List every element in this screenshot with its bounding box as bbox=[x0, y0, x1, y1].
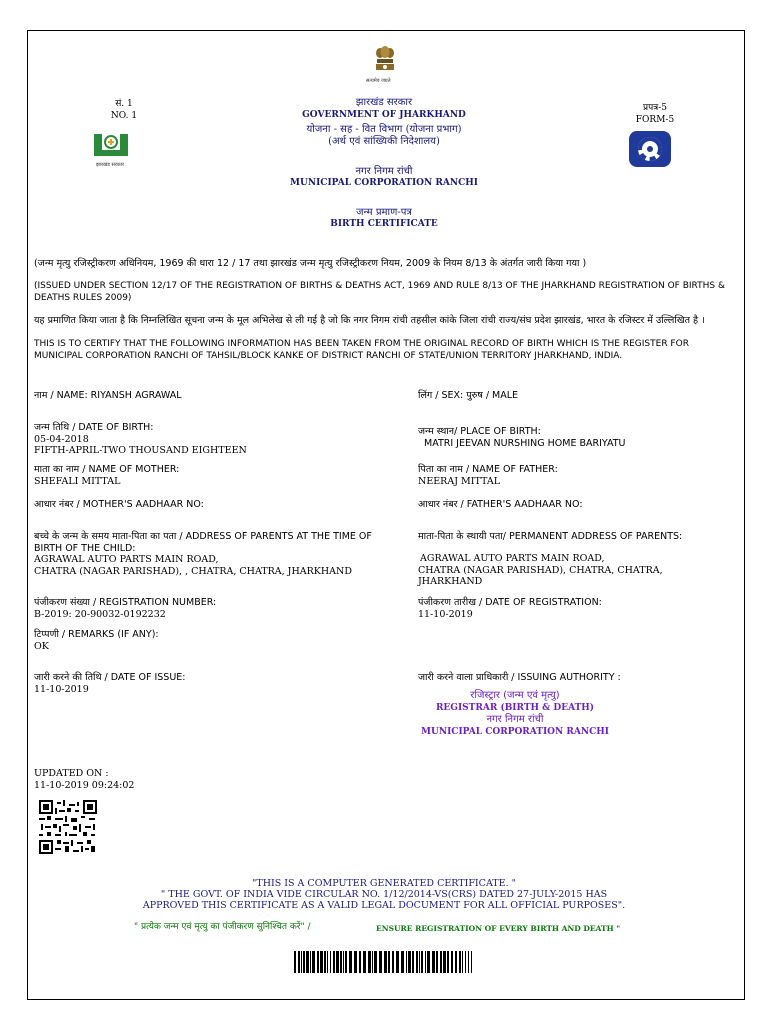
issuing-authority-label: जारी करने वाला प्राधिकारी / ISSUING AUTHORITY : bbox=[418, 672, 621, 683]
mother-label: माता का नाम / NAME OF MOTHER: bbox=[34, 464, 180, 475]
barcode-icon bbox=[294, 951, 474, 973]
regno-value: B-2019: 20-90032-0192232 bbox=[34, 609, 166, 620]
footer-line1: "THIS IS A COMPUTER GENERATED CERTIFICATE. " bbox=[252, 878, 516, 889]
certify-hi: यह प्रमाणित किया जाता है कि निम्नलिखित सूचना जन्म के मूल अभिलेख से ली गई है जो कि नगर निगम रांची तहसील कांके जिला रांची राज्य/संघ प्रदेश झारखंड, भारत के रजिस्टर में उल्लिखित है । bbox=[34, 315, 705, 326]
issued-hi: (जन्म मृत्यु रजिस्ट्रीकरण अधिनियम, 1969 की धारा 12 / 17 तथा झारखंड जन्म मृत्यु रजिस्ट्रीकरण नियम, 2009 के नियम 8/13 के अंतर्गत जारी किया गया ) bbox=[34, 258, 587, 269]
dob-label: जन्म तिथि / DATE OF BIRTH: bbox=[34, 422, 154, 433]
slogan-en: ENSURE REGISTRATION OF EVERY BIRTH AND DEATH " bbox=[376, 924, 621, 933]
certify-en: THIS IS TO CERTIFY THAT THE FOLLOWING INFORMATION HAS BEEN TAKEN FROM THE ORIGINAL RECORD OF BIRTH WHICH IS THE REGISTER FOR MUNICIPAL CORPORATION RANCHI OF TAHSIL/BLOCK KANKE OF DISTRICT RANCHI OF STATE/UNION TERRITORY JHARKHAND, INDIA. bbox=[34, 339, 689, 361]
registrar-hi: रजिस्ट्रार (जन्म एवं मृत्यु) bbox=[470, 690, 560, 701]
dept-hi: योजना - सह - वित विभाग (योजना प्रभाग) bbox=[306, 124, 462, 135]
addr-perm-line3: JHARKHAND bbox=[418, 576, 483, 587]
corp-hi: नगर निगम रांची bbox=[355, 166, 413, 177]
sex-field: लिंग / SEX: पुरुष / MALE bbox=[418, 390, 519, 401]
govt-hi: झारखंड सरकार bbox=[355, 97, 413, 108]
qr-code-icon bbox=[39, 800, 97, 854]
emblem-caption: सत्यमेव जयते bbox=[366, 78, 391, 84]
registrar-corp-hi: नगर निगम रांची bbox=[486, 714, 544, 725]
pob-value: MATRI JEEVAN NURSHING HOME BARIYATU bbox=[424, 438, 626, 449]
crs-logo-icon bbox=[628, 130, 672, 168]
issue-date-label: जारी करने की तिथि / DATE OF ISSUE: bbox=[34, 672, 186, 683]
regdate-label: पंजीकरण तारीख / DATE OF REGISTRATION: bbox=[418, 597, 602, 608]
jharkhand-logo-icon bbox=[92, 130, 130, 158]
name-field: नाम / NAME: RIYANSH AGRAWAL bbox=[34, 390, 182, 401]
remarks-value: OK bbox=[34, 641, 49, 652]
number-en: NO. 1 bbox=[110, 111, 138, 121]
father-label: पिता का नाम / NAME OF FATHER: bbox=[418, 464, 558, 475]
issue-date-value: 11-10-2019 bbox=[34, 684, 89, 695]
registrar-en: REGISTRAR (BIRTH & DEATH) bbox=[435, 703, 595, 713]
dob-value: 05-04-2018 bbox=[34, 434, 89, 445]
dept-sub-hi: (अर्थ एवं सांख्यिकी निदेशालय) bbox=[328, 136, 440, 147]
title-en: BIRTH CERTIFICATE bbox=[330, 219, 438, 229]
govt-en: GOVERNMENT OF JHARKHAND bbox=[302, 110, 466, 120]
addr-perm-line1: AGRAWAL AUTO PARTS MAIN ROAD, bbox=[420, 553, 605, 564]
issued-en: (ISSUED UNDER SECTION 12/17 OF THE REGISTRATION OF BIRTHS & DEATHS ACT, 1969 AND RULE 8/13 OF THE JHARKHAND REGISTRATION OF BIRTHS & DEATHS RULES 2009) bbox=[34, 281, 725, 303]
father-aadhaar-label: आधार नंबर / FATHER'S AADHAAR NO: bbox=[418, 499, 583, 510]
slogan-hi: " प्रत्येक जन्म एवं मृत्यु का पंजीकरण सुनिश्चित करें" / bbox=[134, 922, 311, 932]
form-hi: प्रपत्र-5 bbox=[643, 103, 667, 113]
corp-en: MUNICIPAL CORPORATION RANCHI bbox=[290, 178, 478, 188]
addr-birth-line2: CHATRA (NAGAR PARISHAD), , CHATRA, CHATRA, JHARKHAND bbox=[34, 566, 352, 577]
regno-label: पंजीकरण संख्या / REGISTRATION NUMBER: bbox=[34, 597, 217, 608]
title-hi: जन्म प्रमाण-पत्र bbox=[356, 207, 412, 218]
updated-value: 11-10-2019 09:24:02 bbox=[34, 780, 135, 791]
form-en: FORM-5 bbox=[635, 115, 675, 125]
remarks-label: टिप्पणी / REMARKS (IF ANY): bbox=[34, 629, 159, 640]
jharkhand-logo-caption: झारखंड सरकार bbox=[96, 162, 125, 168]
number-hi: सं. 1 bbox=[115, 99, 133, 109]
pob-label: जन्म स्थान/ PLACE OF BIRTH: bbox=[418, 426, 541, 437]
father-value: NEERAJ MITTAL bbox=[418, 476, 501, 487]
national-emblem-icon bbox=[373, 44, 397, 76]
regdate-value: 11-10-2019 bbox=[418, 609, 473, 620]
addr-birth-line1: AGRAWAL AUTO PARTS MAIN ROAD, bbox=[34, 554, 219, 565]
addr-perm-label: माता-पिता के स्थायी पता/ PERMANENT ADDRESS OF PARENTS: bbox=[418, 531, 683, 542]
mother-value: SHEFALI MITTAL bbox=[34, 476, 121, 487]
dob-words: FIFTH-APRIL-TWO THOUSAND EIGHTEEN bbox=[34, 445, 247, 456]
mother-aadhaar-label: आधार नंबर / MOTHER'S AADHAAR NO: bbox=[34, 499, 204, 510]
footer-line2: " THE GOVT. OF INDIA VIDE CIRCULAR NO. 1/12/2014-VS(CRS) DATED 27-JULY-2015 HAS bbox=[160, 889, 608, 900]
footer-line3: APPROVED THIS CERTIFICATE AS A VALID LEGAL DOCUMENT FOR ALL OFFICIAL PURPOSES". bbox=[142, 900, 626, 911]
updated-label: UPDATED ON : bbox=[34, 768, 109, 779]
addr-birth-label: बच्चे के जन्म के समय माता-पिता का पता / ADDRESS OF PARENTS AT THE TIME OF BIRTH OF THE CHILD: bbox=[34, 531, 372, 554]
registrar-corp-en: MUNICIPAL CORPORATION RANCHI bbox=[421, 727, 609, 737]
addr-perm-line2: CHATRA (NAGAR PARISHAD), CHATRA, CHATRA, bbox=[418, 565, 663, 576]
